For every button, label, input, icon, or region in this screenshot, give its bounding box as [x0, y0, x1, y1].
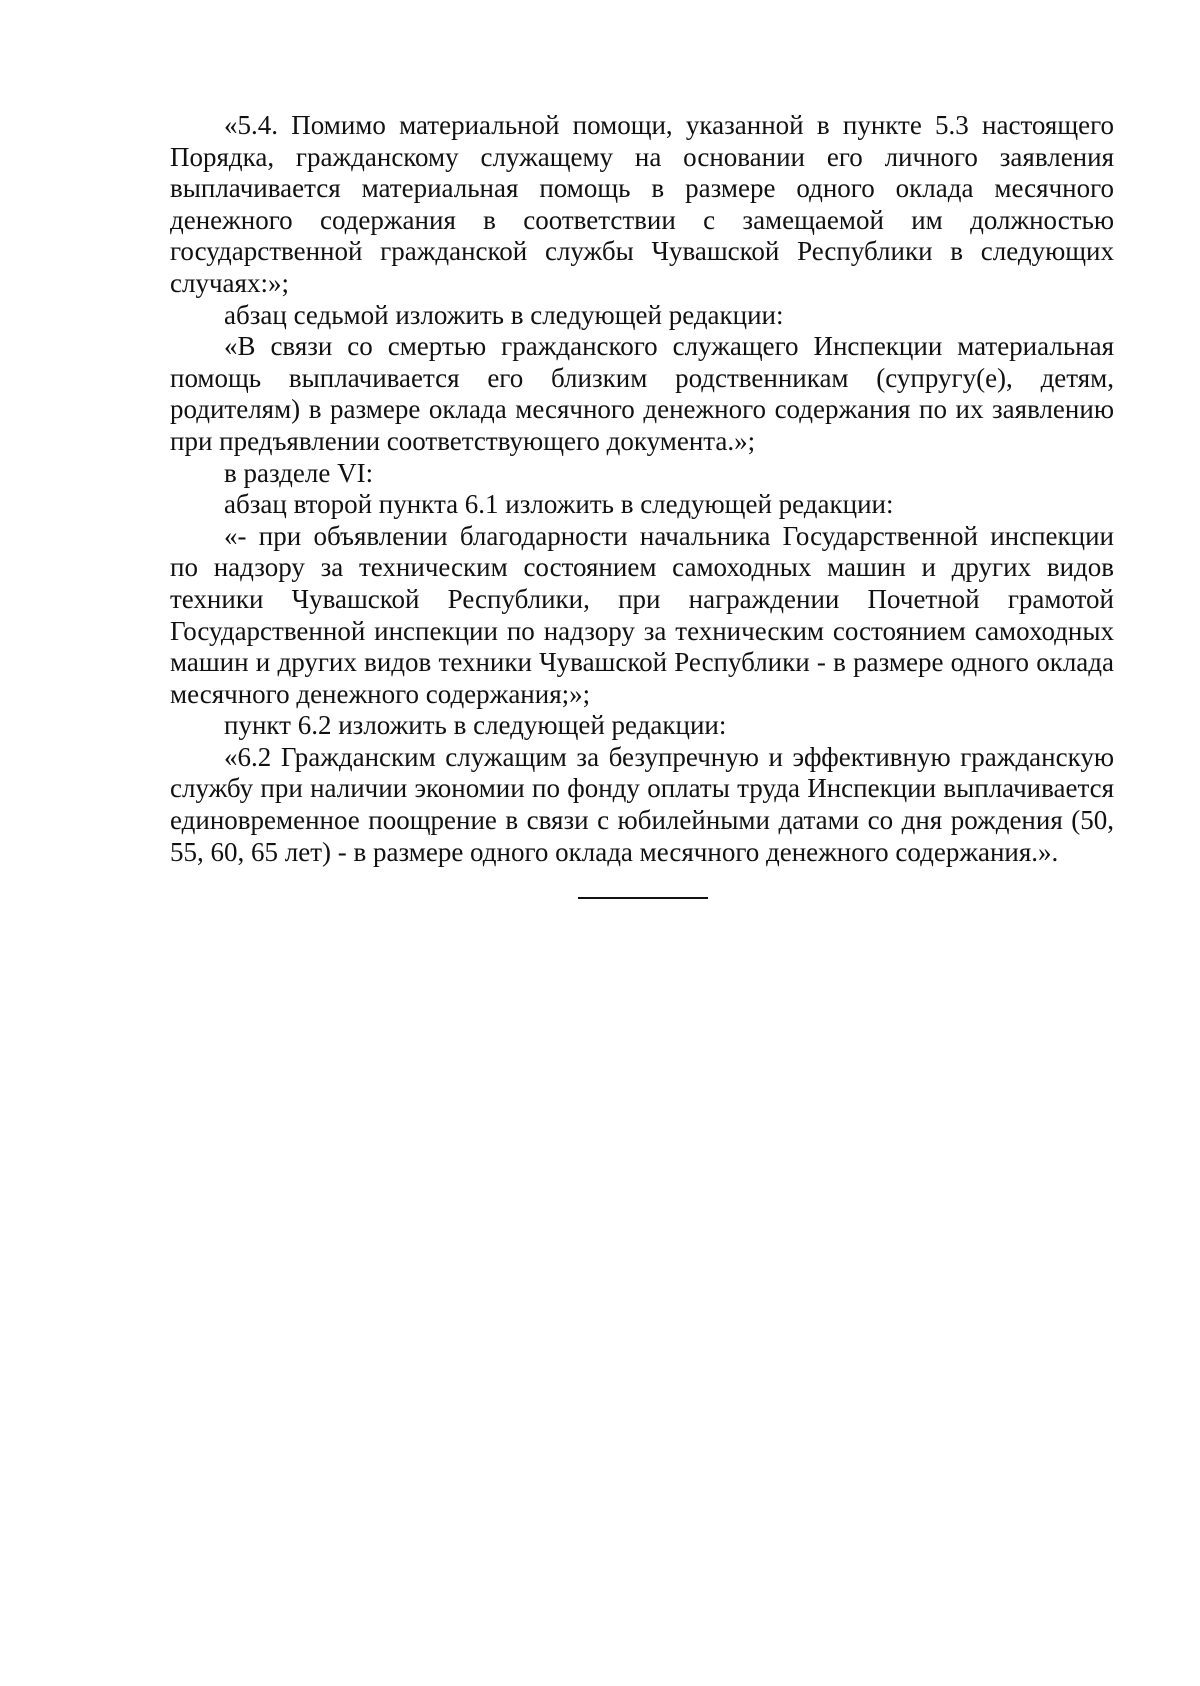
- paragraph-5-4: «5.4. Помимо материальной помощи, указанной в пункте 5.3 настоящего Порядка, гражданскому служащему на основании его личного заявления выплачивается материальная помощь в размере одного оклада месячного денежного содержания в соответствии с замещаемой им должностью государственной гражданской службы Чувашской Республики в следующих случаях:»;: [170, 110, 1114, 298]
- paragraph-instruction-6-1: абзац второй пункта 6.1 изложить в следующей редакции:: [224, 489, 894, 520]
- paragraph-death-assistance: «В связи со смертью гражданского служащего Инспекции материальная помощь выплачивается его близким родственникам (супругу(е), детям, родителям) в размере оклада месячного денежного содержания по их заявлению при предъявлении соответствующего документа.»;: [170, 331, 1114, 456]
- paragraph-section-vi: в разделе VI:: [224, 457, 374, 488]
- end-divider: [578, 897, 708, 899]
- paragraph-instruction-6-2: пункт 6.2 изложить в следующей редакции:: [224, 710, 727, 741]
- paragraph-instruction-seventh: абзац седьмой изложить в следующей редакции:: [224, 299, 784, 330]
- paragraph-6-2: «6.2 Гражданским служащим за безупречную и эффективную гражданскую службу при наличии экономии по фонду оплаты труда Инспекции выплачивается единовременное поощрение в связи с юбилейными датами со дня рождения (50, 55, 60, 65 лет) - в размере одного оклада месячного денежного содержания.».: [170, 741, 1114, 867]
- document-body: [170, 110, 1114, 868]
- paragraph-gratitude: «- при объявлении благодарности начальника Государственной инспекции по надзору за техническим состоянием самоходных машин и других видов техники Чувашской Республики, при награждении Почетной грамотой Государственной инспекции по надзору за техническим состоянием самоходных машин и других видов техники Чувашской Республики - в размере одного оклада месячного денежного содержания;»;: [170, 520, 1114, 709]
